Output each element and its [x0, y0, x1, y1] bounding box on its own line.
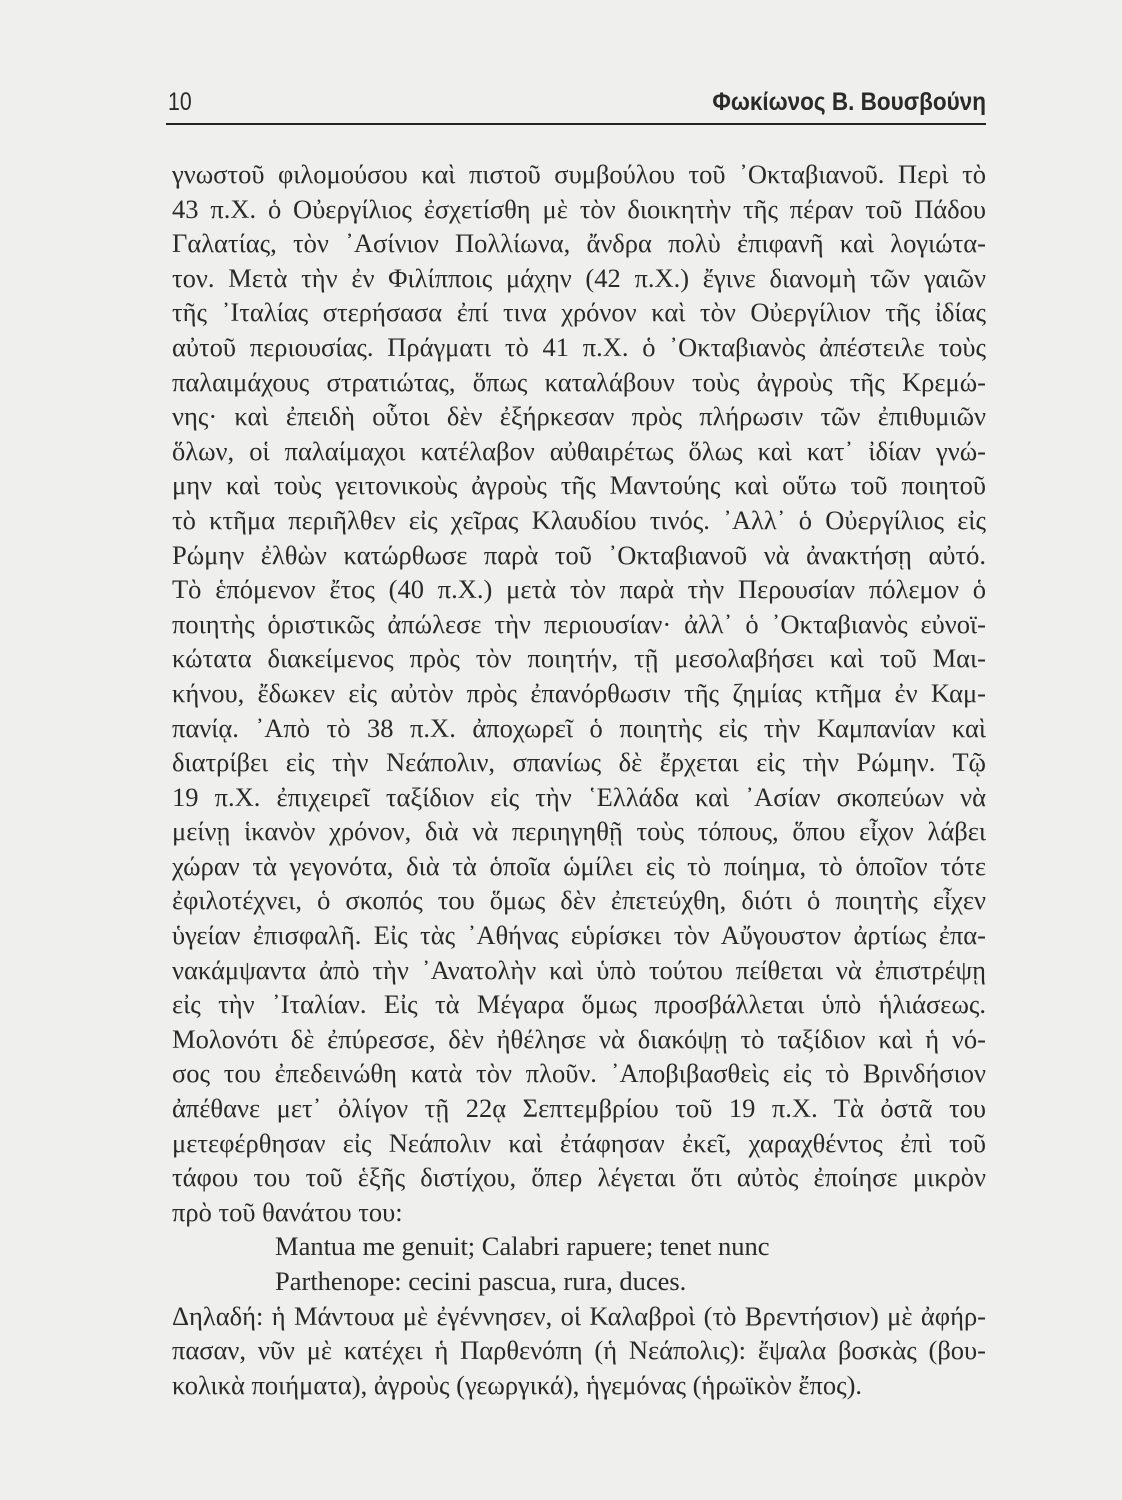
text-line: τάφου του τοῦ ἑξῆς διστίχου, ὅπερ λέγεται ὅτι αὐτὸς ἐποίησε μικρὸν: [172, 1162, 986, 1193]
text-line: τὸ κτῆμα περιῆλθεν εἰς χεῖρας Κλαυδίου τινός. ᾿Αλλ᾿ ὁ Οὐεργίλιος εἰς: [172, 504, 986, 535]
text-line: Ρώμην ἐλθὼν κατώρθωσε παρὰ τοῦ ᾿Οκταβιανοῦ νὰ ἀνακτήσῃ αὐτό.: [172, 539, 986, 570]
latin-verse-line: Mantua me genuit; Calabri rapuere; tenet nunc: [275, 1231, 770, 1262]
text-line: τον. Μετὰ τὴν ἐν Φιλίπποις μάχην (42 π.Χ.) ἔγινε διανομὴ τῶν γαιῶν: [172, 262, 986, 293]
text-line: 19 π.Χ. ἐπιχειρεῖ ταξίδιον εἰς τὴν ῾Ελλάδα καὶ ᾿Ασίαν σκοπεύων νὰ: [172, 781, 986, 812]
text-line: σος του ἐπεδεινώθη κατὰ τὸν πλοῦν. ᾿Αποβιβασθεὶς εἰς τὸ Βρινδήσιον: [172, 1058, 986, 1089]
text-line: μετεφέρθησαν εἰς Νεάπολιν καὶ ἐτάφησαν ἐκεῖ, χαραχθέντος ἐπὶ τοῦ: [172, 1127, 986, 1158]
translation-line: Δηλαδή: ἡ Μάντουα μὲ ἐγέννησεν, οἱ Καλαβροὶ (τὸ Βρεντήσιον) μὲ ἀφήρ-: [172, 1300, 986, 1331]
text-line: Γαλατίας, τὸν ᾿Ασίνιον Πολλίωνα, ἄνδρα πολὺ ἐπιφανῆ καὶ λογιώτα-: [172, 228, 986, 259]
text-line: ποιητὴς ὁριστικῶς ἀπώλεσε τὴν περιουσίαν· ἀλλ᾿ ὁ ᾿Οκταβιανὸς εὐνοϊ-: [172, 608, 986, 639]
text-line: Μολονότι δὲ ἐπύρεσσε, δὲν ἠθέλησε νὰ διακόψῃ τὸ ταξίδιον καὶ ἡ νό-: [172, 1023, 986, 1054]
translation-line: πασαν, νῦν μὲ κατέχει ἡ Παρθενόπη (ἡ Νεάπολις): ἔψαλα βοσκὰς (βου-: [172, 1335, 986, 1366]
text-line: μείνῃ ἱκανὸν χρόνον, διὰ νὰ περιηγηθῇ τοὺς τόπους, ὅπου εἶχον λάβει: [172, 816, 986, 847]
text-line: τῆς ᾿Ιταλίας στερήσασα ἐπί τινα χρόνον καὶ τὸν Οὐεργίλιον τῆς ἰδίας: [172, 297, 986, 328]
text-line: γνωστοῦ φιλομούσου καὶ πιστοῦ συμβούλου τοῦ ᾿Οκταβιανοῦ. Περὶ τὸ: [172, 159, 986, 189]
text-line: εἰς τὴν ᾿Ιταλίαν. Εἰς τὰ Μέγαρα ὅμως προσβάλλεται ὑπὸ ἡλιάσεως.: [172, 989, 986, 1020]
text-line: αὐτοῦ περιουσίας. Πράγματι τὸ 41 π.Χ. ὁ ᾿Οκταβιανὸς ἀπέστειλε τοὺς: [172, 331, 986, 362]
text-line: νακάμψαντα ἀπὸ τὴν ᾿Ανατολὴν καὶ ὑπὸ τούτου πείθεται νὰ ἐπιστρέψῃ: [172, 954, 986, 985]
text-line: ὑγείαν ἐπισφαλῆ. Εἰς τὰς ᾿Αθήνας εὑρίσκει τὸν Αὔγουστον ἀρτίως ἐπα-: [172, 920, 986, 951]
text-line: ὅλων, οἱ παλαίμαχοι κατέλαβον αὐθαιρέτως ὅλως καὶ κατ᾿ ἰδίαν γνώ-: [172, 435, 986, 466]
text-line: πρὸ τοῦ θανάτου του:: [172, 1196, 403, 1227]
text-line: νης· καὶ ἐπειδὴ οὗτοι δὲν ἐξήρκεσαν πρὸς πλήρωσιν τῶν ἐπιθυμιῶν: [172, 401, 986, 432]
text-line: πανίᾳ. ᾿Απὸ τὸ 38 π.Χ. ἀποχωρεῖ ὁ ποιητὴς εἰς τὴν Καμπανίαν καὶ: [172, 712, 986, 743]
text-line: ἐφιλοτέχνει, ὁ σκοπός του ὅμως δὲν ἐπετεύχθη, διότι ὁ ποιητὴς εἶχεν: [172, 885, 986, 916]
text-line: διατρίβει εἰς τὴν Νεάπολιν, σπανίως δὲ ἔρχεται εἰς τὴν Ρώμην. Τῷ: [172, 747, 986, 778]
page-number: 10: [168, 88, 192, 116]
body-text: [172, 157, 986, 1402]
translation-line: κολικὰ ποιήματα), ἀγροὺς (γεωργικά), ἡγεμόνας (ἡρωϊκὸν ἔπος).: [172, 1369, 863, 1400]
text-line: ἀπέθανε μετ᾿ ὀλίγον τῇ 22ᾳ Σεπτεμβρίου τοῦ 19 π.Χ. Τὰ ὀστᾶ του: [172, 1093, 986, 1124]
text-line: κώτατα διακείμενος πρὸς τὸν ποιητήν, τῇ μεσολαβήσει καὶ τοῦ Μαι-: [172, 643, 986, 674]
text-line: κήνου, ἔδωκεν εἰς αὐτὸν πρὸς ἐπανόρθωσιν τῆς ζημίας κτῆμα ἐν Καμ-: [172, 677, 986, 708]
text-line: χώραν τὰ γεγονότα, διὰ τὰ ὁποῖα ὡμίλει εἰς τὸ ποίημα, τὸ ὁποῖον τότε: [172, 850, 986, 881]
text-line: παλαιμάχους στρατιώτας, ὅπως καταλάβουν τοὺς ἀγροὺς τῆς Κρεμώ-: [172, 366, 986, 397]
text-line: 43 π.Χ. ὁ Οὐεργίλιος ἐσχετίσθη μὲ τὸν διοικητὴν τῆς πέραν τοῦ Πάδου: [172, 193, 986, 224]
running-head-author: Φωκίωνος Β. Βουσβούνη: [712, 88, 986, 116]
text-line: μην καὶ τοὺς γειτονικοὺς ἀγροὺς τῆς Μαντούης καὶ οὕτω τοῦ ποιητοῦ: [172, 470, 986, 501]
text-line: Τὸ ἑπόμενον ἔτος (40 π.Χ.) μετὰ τὸν παρὰ τὴν Περουσίαν πόλεμον ὁ: [172, 574, 986, 605]
latin-verse-line: Parthenope: cecini pascua, rura, duces.: [275, 1266, 687, 1296]
header-rule: [166, 123, 986, 125]
